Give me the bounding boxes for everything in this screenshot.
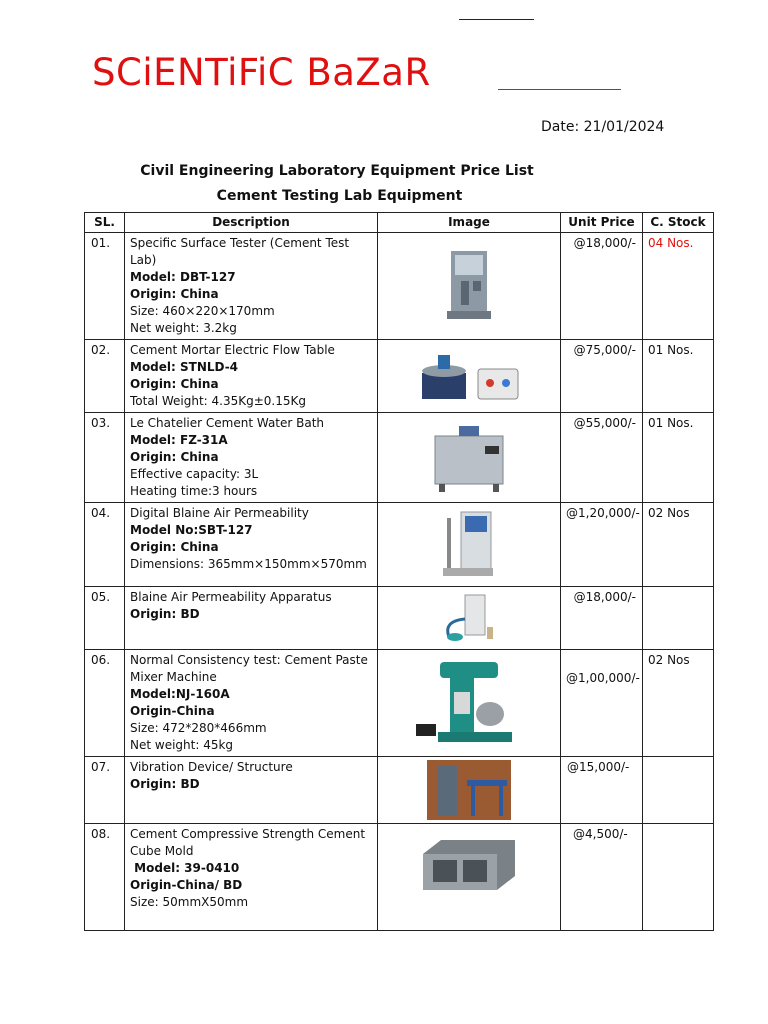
- row-sl: 04.: [85, 503, 125, 587]
- origin-text: Origin: China: [130, 540, 219, 554]
- table-row: [85, 824, 714, 931]
- header-unit-price: Unit Price: [561, 213, 643, 233]
- row-price: @4,500/-: [561, 824, 643, 931]
- row-stock: 02 Nos: [643, 503, 714, 587]
- model-text: Model:NJ-160A: [130, 687, 230, 701]
- origin-text: Origin-China/ BD: [130, 878, 243, 892]
- row-description: [125, 340, 378, 413]
- table-row: [85, 233, 714, 340]
- row-price: @18,000/-: [561, 233, 643, 340]
- header-image: Image: [378, 213, 561, 233]
- model-text: Model: DBT-127: [130, 270, 236, 284]
- row-sl: 08.: [85, 824, 125, 931]
- row-sl: 07.: [85, 757, 125, 824]
- row-price: @18,000/-: [561, 587, 643, 650]
- row-sl: 06.: [85, 650, 125, 757]
- desc-text: Digital Blaine Air Permeability: [130, 506, 309, 520]
- model-text: Model No:SBT-127: [130, 523, 253, 537]
- blaine-apparatus-image: [378, 587, 561, 650]
- row-price: @55,000/-: [561, 413, 643, 503]
- digital-blaine-image: [378, 503, 561, 587]
- row-description: [125, 587, 378, 650]
- model-text: Model: STNLD-4: [130, 360, 239, 374]
- row-sl: 03.: [85, 413, 125, 503]
- vibration-device-image: [378, 757, 561, 824]
- table-row: [85, 413, 714, 503]
- model-text: Model: 39-0410: [130, 861, 240, 875]
- model-text: Model: FZ-31A: [130, 433, 228, 447]
- spec-text: Net weight: 3.2kg: [130, 321, 237, 335]
- origin-text: Origin: China: [130, 287, 219, 301]
- spec-text: Dimensions: 365mm×150mm×570mm: [130, 557, 367, 571]
- table-row: [85, 650, 714, 757]
- row-sl: 01.: [85, 233, 125, 340]
- row-stock: [643, 587, 714, 650]
- row-price: @75,000/-: [561, 340, 643, 413]
- spec-text: Size: 50mmX50mm: [130, 895, 249, 909]
- table-row: [85, 757, 714, 824]
- row-price: @1,00,000/-: [561, 650, 643, 757]
- row-sl: 02.: [85, 340, 125, 413]
- row-price: @1,20,000/-: [561, 503, 643, 587]
- row-description: [125, 503, 378, 587]
- row-description: [125, 413, 378, 503]
- desc-text: Cement Mortar Electric Flow Table: [130, 343, 335, 357]
- spec-text: Effective capacity: 3L: [130, 467, 259, 481]
- header-description: Description: [125, 213, 378, 233]
- spec-text: Total Weight: 4.35Kg±0.15Kg: [130, 394, 306, 408]
- desc-text: Le Chatelier Cement Water Bath: [130, 416, 325, 430]
- desc-text: Cube Mold: [130, 844, 194, 858]
- document-title: Civil Engineering Laboratory Equipment Price List: [140, 163, 534, 179]
- cube-mold-image: [378, 824, 561, 931]
- desc-text: Mixer Machine: [130, 670, 217, 684]
- row-stock: 01 Nos.: [643, 413, 714, 503]
- row-stock: [643, 824, 714, 931]
- desc-text: Blaine Air Permeability Apparatus: [130, 590, 332, 604]
- flow-table-image: [378, 340, 561, 413]
- origin-text: Origin: China: [130, 450, 219, 464]
- row-stock: 02 Nos: [643, 650, 714, 757]
- row-description: [125, 824, 378, 931]
- paste-mixer-image: [378, 650, 561, 757]
- desc-text: Cement Compressive Strength Cement: [130, 827, 366, 841]
- origin-text: Origin: BD: [130, 607, 200, 621]
- row-description: [125, 650, 378, 757]
- row-stock: [643, 757, 714, 824]
- table-row: [85, 340, 714, 413]
- top-rule: [459, 19, 534, 20]
- row-description: [125, 757, 378, 824]
- header-stock: C. Stock: [643, 213, 714, 233]
- header-sl: SL.: [85, 213, 125, 233]
- spec-text: Net weight: 45kg: [130, 738, 234, 752]
- surface-tester-image: [378, 233, 561, 340]
- desc-text: Normal Consistency test: Cement Paste: [130, 653, 368, 667]
- document-date: Date: 21/01/2024: [541, 119, 665, 135]
- blue-rule: [498, 89, 621, 90]
- water-bath-image: [378, 413, 561, 503]
- table-row: [85, 503, 714, 587]
- table-header-row: [85, 213, 714, 233]
- row-price: @15,000/-: [561, 757, 643, 824]
- row-stock: 04 Nos.: [643, 233, 714, 340]
- origin-text: Origin-China: [130, 704, 215, 718]
- row-description: [125, 233, 378, 340]
- document-subtitle: Cement Testing Lab Equipment: [216, 188, 463, 204]
- row-stock: 01 Nos.: [643, 340, 714, 413]
- desc-text: Vibration Device/ Structure: [130, 760, 293, 774]
- table-row: [85, 587, 714, 650]
- price-list-table: [84, 212, 714, 931]
- origin-text: Origin: China: [130, 377, 219, 391]
- spec-text: Size: 472*280*466mm: [130, 721, 267, 735]
- spec-text: Heating time:3 hours: [130, 484, 258, 498]
- brand-logo-text: SCiENTiFiC BaZaR: [92, 51, 431, 94]
- row-sl: 05.: [85, 587, 125, 650]
- spec-text: Size: 460×220×170mm: [130, 304, 275, 318]
- origin-text: Origin: BD: [130, 777, 200, 791]
- desc-text: Specific Surface Tester (Cement Test Lab): [130, 236, 350, 267]
